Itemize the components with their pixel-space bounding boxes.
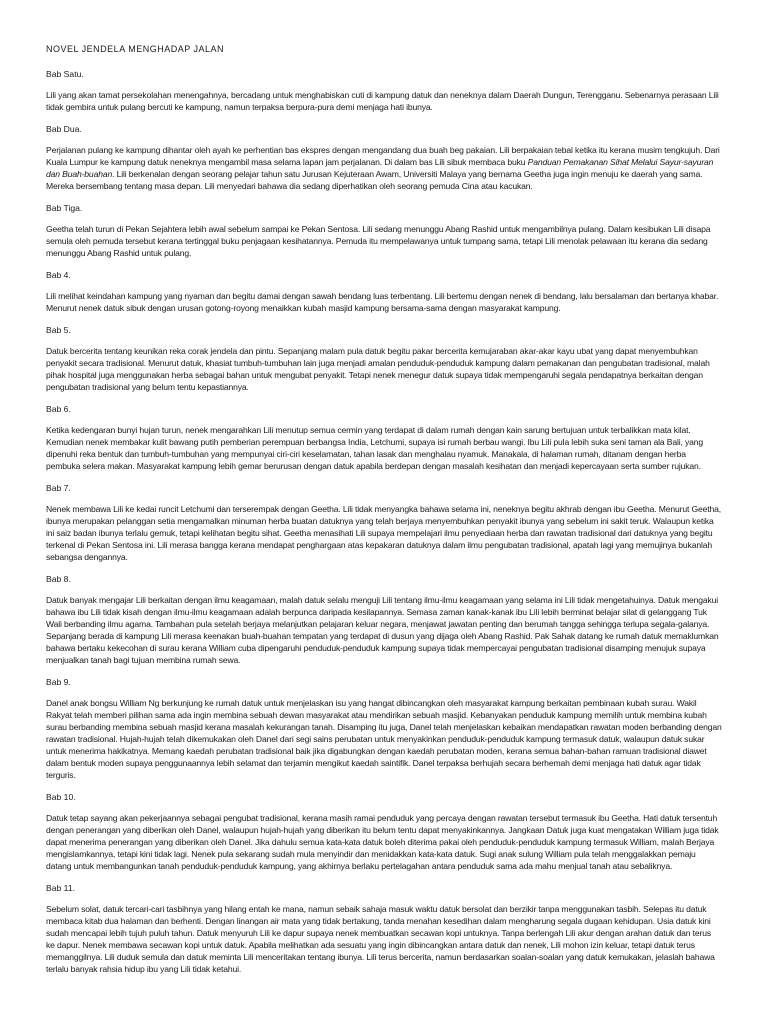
chapter-heading: Bab 4. [46, 270, 71, 280]
chapter-body-part: . Lili berkenalan dengan seorang pelajar tahun satu Jurusan Kejuteraan Awam, Universiti Malaya yang bernama Geetha juga ingin menuju ke daerah yang sama. Mereka bersembang tentang masa depan. Lili menyedari bahawa dia sedang diperhatikan oleh seorang pemuda Cina atau kacukan. [46, 169, 703, 191]
chapter-body: Danel anak bongsu William Ng berkunjung ke rumah datuk untuk menjelaskan isu yang hangat dibincangkan oleh masyarakat kampung berkaitan pembinaan kubah surau. Wakil Rakyat telah memberi pilihan sama ada ingin membina sebuah dewan masyarakat atau mendirikan sebuah masjid. Kebanyakan penduduk kampung memilih untuk membina kubah surau berbanding membina sebuah masjid kerana masalah kekurangan tanah. Disamping itu juga, Danel telah menjelaskan kebaikan mendapatkan rawatan moden berbanding dengan rawatan tradisional. Hujah-hujah telah dikemukakan oleh Danel dari segi sains perubatan untuk menyakinkan penduduk-penduduk kampung termasuk datuk, walaupun datuk sukar untuk menerima hakikatnya. Memang kaedah perubatan tradisional baik jika digabungkan dengan kaedah perubatan moden, kerana semua bahan-bahan ramuan tradisional diawet dalam bentuk moden supaya penggunaannya lebih selamat dan terjamin mengikut kaedah saintifik. Danel terpaksa berhujah secara berhemah demi menjaga hati datuk agar tidak terguris. [46, 698, 722, 780]
chapter-heading: Bab 5. [46, 325, 71, 335]
chapter-10 [46, 791, 722, 872]
book-title: Panduan Pemakanan Sihat Melalui Sayur-sayuran dan Buah-buahan [46, 157, 714, 179]
chapter-6 [46, 403, 722, 472]
chapter-heading: Bab 11. [46, 883, 75, 893]
chapter-heading: Bab Tiga. [46, 203, 83, 213]
chapter-body: Nenek membawa Lili ke kedai runcit Letchumi dan terserempak dengan Geetha. Lili tidak menyangka bahawa selama ini, neneknya begitu akhrab dengan ibu Geetha. Menurut Geetha, ibunya merupakan pelanggan setia mengamalkan minuman herba buatan datuknya yang telah berjaya menyembuhkan penyakit ibunya yang sebelum ini sakit teruk. Walaupun ketika ini saiz badan ibunya terlalu gemuk, tetapi kelihatan begitu sihat. Geetha menasihati Lili supaya mempelajari ilmu penyediaan herba dan rawatan tradisional dari datuknya yang begitu terkenal di Pekan Sentosa ini. Lili merasa bangga kerana mendapat penghargaan atas kepakaran datuknya dalam ilmu pengubatan tradisional, apatah lagi yang memujinya bukanlah sebangsa dengannya. [46, 504, 722, 562]
chapter-body [46, 144, 722, 192]
chapter-heading: Bab 9. [46, 677, 71, 687]
chapter-body: Ketika kedengaran bunyi hujan turun, nenek mengarahkan Lili menutup semua cermin yang terdapat di dalam rumah dengan kain sarung bertujuan untuk terbalikkan mata kilat. Kemudian nenek membakar kulit bawang putih pemberian perempuan berbangsa India, Letchumi, supaya isi rumah berbau wangi. Ibu Lili pula lebih suka seni taman ala Bali, yang dipenuhi reka bentuk dan tumbuh-tumbuhan yang mempunyai ciri-ciri keselamatan, tahan lasak dan menghalau nyamuk. Manakala, di halaman rumah, ditanam dengan herba pembuka selera makan. Masyarakat kampung lebih gemar berurusan dengan datuk apabila berdepan dengan masalah kesihatan dan menjadi kepercayaan serta sumber rujukan. [46, 425, 704, 471]
chapter-3 [46, 202, 722, 259]
chapter-8 [46, 573, 722, 666]
chapter-body: Datuk bercerita tentang keunikan reka corak jendela dan pintu. Sepanjang malam pula datuk begitu pakar bercerita kemujaraban akar-akar kayu ubat yang dapat menyembuhkan penyakit secara tradisional. Menurut datuk, khasiat tumbuh-tumbuhan lain juga menjadi amalan penduduk-penduduk kampung dalam pemakanan dan pengubatan tradisional, malah pihak hospital juga menggunakan herba sebagai bahan untuk mengubat penyakit. Tetapi nenek menegur datuk supaya tidak mempengaruhi segala pendapatnya berkaitan dengan pengubatan tradisional yang belum tentu kepastiannya. [46, 346, 710, 392]
chapter-heading: Bab Satu. [46, 69, 84, 79]
chapter-4 [46, 269, 722, 314]
chapter-body: Geetha telah turun di Pekan Sejahtera lebih awal sebelum sampai ke Pekan Sentosa. Lili sedang menunggu Abang Rashid untuk mengambilnya pulang. Dalam kesibukan Lili disapa semula oleh pemuda tersebut kerana tertinggal buku penjagaan kesihatannya. Pemuda itu mempelawanya untuk tumpang sama, tetapi Lili menolak pelawaan itu kerana dia sedang menunggu Abang Rashid untuk pulang. [46, 224, 711, 258]
chapter-body-part: Perjalanan pulang ke kampung dihantar oleh ayah ke perhentian bas ekspres dengan mengandang dua buah beg pakaian. Lili berpakaian tebal ketika itu kerana musim tengkujuh. Dari Kuala Lumpur ke kampung datuk neneknya mengambil masa selama lapan jam perjalanan. Di dalam bas Lili sibuk membaca buku [46, 145, 720, 167]
chapter-body: Datuk tetap sayang akan pekerjaannya sebagai pengubat tradisional, kerana masih ramai penduduk yang percaya dengan rawatan tersebut termasuk ibu Geetha. Hati datuk tersentuh dengan penerangan yang diberikan oleh Danel, walaupun hujah-hujah yang diberikan itu belum tentu dapat menyakinkannya. Jangkaan Datuk juga kuat mengatakan William juga tidak dapat menerima penerangan yang diberikan oleh Danel. Jika dahulu semua kata-kata datuk boleh diterima pakai oleh penduduk-penduduk kampung termasuk William, malah Berjaya mengislamkannya, tetapi kini tidak lagi. Nenek pula sekarang sudah mula menyindir dan menidakkan kata-kata datuk. Sugi anak sulung William pula telah menggalakkan pemaju datang untuk membangunkan tanah penduduk-penduduk kampung, yang akhirnya berlaku pertelagahan antara penduduk sama ada mahu menjual tanah atau sebaliknya. [46, 813, 719, 871]
chapter-heading: Bab 10. [46, 792, 76, 802]
chapter-heading: Bab Dua. [46, 124, 82, 134]
chapter-body: Lili yang akan tamat persekolahan menengahnya, bercadang untuk menghabiskan cuti di kampung datuk dan neneknya dalam Daerah Dungun, Terengganu. Sebenarnya perasaan Lili tidak gembira untuk pulang bercuti ke kampung, namun terpaksa berpura-pura demi menjaga hati ibunya. [46, 90, 719, 112]
chapter-5 [46, 324, 722, 393]
chapter-body: Lili melihat keindahan kampung yang nyaman dan begitu damai dengan sawah bendang luas terbentang. Lili bertemu dengan nenek di bendang, lalu bersalaman dan bertanya khabar. Menurut nenek datuk sibuk dengan urusan gotong-royong menaikkan kubah masjid kampung bersama-sama dengan masyarakat kampung. [46, 291, 719, 313]
document-title: NOVEL JENDELA MENGHADAP JALAN [46, 44, 225, 54]
chapter-heading: Bab 8. [46, 574, 71, 584]
chapter-body: Sebelum solat, datuk tercari-cari tasbihnya yang hilang entah ke mana, namun sebaik sahaja masuk waktu datuk bersolat dan berzikir tanpa menggunakan tasbih. Selepas itu datuk membaca kitab dua halaman dan berhenti. Dengan linangan air mata yang tidak bertakung, tanda menahan kesedihan dalam mengharung segala dugaan kehidupan. Usia datuk kini sudah mencapai lebih tujuh puluh tahun. Datuk menyuruh Lili ke dapur supaya nenek membuatkan secawan kopi untuknya. Tanpa berlengah Lili akur dengan arahan datuk dan terus ke dapur. Nenek membawa secawan kopi untuk datuk. Apabila melihatkan ada sesuatu yang ingin dibincangkan antara datuk dan nenek, Lili mohon izin keluar, tetapi datuk terus memanggilnya. Lili duduk semula dan datuk meminta Lili menceritakan tentang ibunya. Lili terus bercerita, namun berdasarkan soalan-soalan yang datuk kemukakan, jelaslah bahawa terlalu banyak rahsia hidup ibu yang Lili tidak ketahui. [46, 904, 715, 974]
chapter-9 [46, 676, 722, 781]
chapter-body: Datuk banyak mengajar Lili berkaitan dengan ilmu keagamaan, malah datuk selalu menguji Lili tentang ilmu-ilmu keagamaan yang selama ini Lili tidak mengetahuinya. Datuk mengakui bahawa ibu Lili tidak kisah dengan ilmu-ilmu keagamaan adalah berpunca daripada kesilapannya. Semasa zaman kanak-kanak ibu Lili lebih berminat belajar silat di gelanggang Tuk Wali berbanding ilmu agama. Tambahan pula setelah berjaya melanjutkan pelajaran keluar negara, menjawat jawatan penting dan berumah tangga sehingga terlupa segala-galanya. Sepanjang berada di kampung Lili merasa keenakan buah-buahan tempatan yang terdapat di dusun yang dijaga oleh Abang Rashid. Pak Sahak datang ke rumah datuk memaklumkan bahawa bertaku kekecohan di surau kerana William cuba dipengaruhi penduduk-penduduk kampung supaya tidak mempercayai pengubatan tradisional disamping menujuk supaya menjualkan tanah bagi tujuan membina rumah sewa. [46, 595, 719, 665]
chapter-heading: Bab 6. [46, 404, 71, 414]
chapter-heading: Bab 7. [46, 483, 71, 493]
chapter-1 [46, 68, 722, 113]
chapter-11 [46, 882, 722, 975]
chapter-2 [46, 123, 722, 192]
chapter-7 [46, 482, 722, 563]
